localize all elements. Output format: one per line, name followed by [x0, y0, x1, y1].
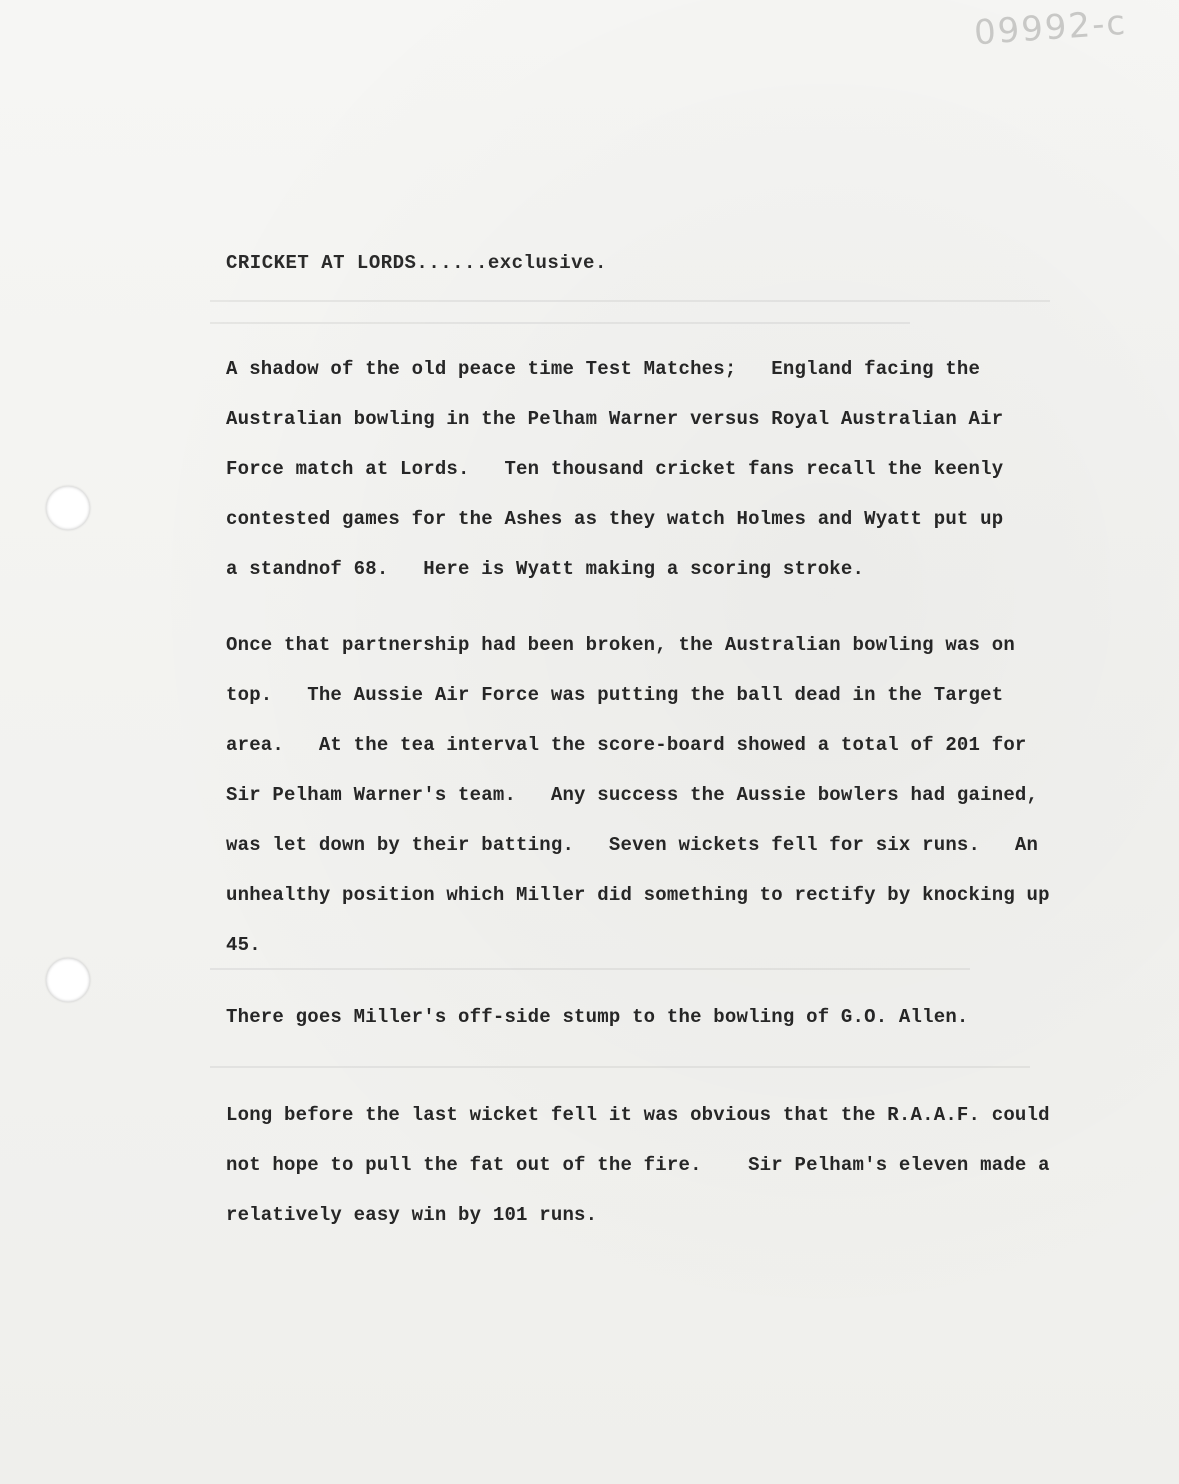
punch-hole: [46, 486, 90, 530]
text-line: was let down by their batting. Seven wickets fell for six runs. An: [226, 834, 1039, 856]
punch-hole: [46, 958, 90, 1002]
text-line: area. At the tea interval the score-board showed a total of 201 for: [226, 734, 1027, 756]
text-line: unhealthy position which Miller did something to rectify by knocking up: [226, 884, 1050, 906]
text-line: relatively easy win by 101 runs.: [226, 1204, 598, 1226]
text-line: Long before the last wicket fell it was obvious that the R.A.A.F. could: [226, 1104, 1050, 1126]
text-line: a standnof 68. Here is Wyatt making a scoring stroke.: [226, 558, 865, 580]
text-line: 45.: [226, 934, 261, 956]
page-title: CRICKET AT LORDS......exclusive.: [226, 252, 607, 274]
paragraph: [226, 1090, 1118, 1240]
text-line: There goes Miller's off-side stump to the bowling of G.O. Allen.: [226, 1006, 969, 1028]
text-line: Australian bowling in the Pelham Warner versus Royal Australian Air: [226, 408, 1004, 430]
text-line: top. The Aussie Air Force was putting the ball dead in the Target: [226, 684, 1004, 706]
bleed-through-line: [210, 300, 1050, 302]
paragraph: [226, 992, 1118, 1042]
text-line: Sir Pelham Warner's team. Any success the Aussie bowlers had gained,: [226, 784, 1039, 806]
archive-number: 09992-c: [972, 2, 1129, 54]
text-line: not hope to pull the fat out of the fire. Sir Pelham's eleven made a: [226, 1154, 1050, 1176]
paragraph: [226, 620, 1118, 970]
text-line: Force match at Lords. Ten thousand cricket fans recall the keenly: [226, 458, 1004, 480]
paragraph: [226, 344, 1118, 594]
bleed-through-line: [210, 1066, 1030, 1068]
text-line: Once that partnership had been broken, the Australian bowling was on: [226, 634, 1015, 656]
text-line: contested games for the Ashes as they watch Holmes and Wyatt put up: [226, 508, 1004, 530]
text-line: A shadow of the old peace time Test Matches; England facing the: [226, 358, 981, 380]
bleed-through-line: [210, 322, 910, 324]
